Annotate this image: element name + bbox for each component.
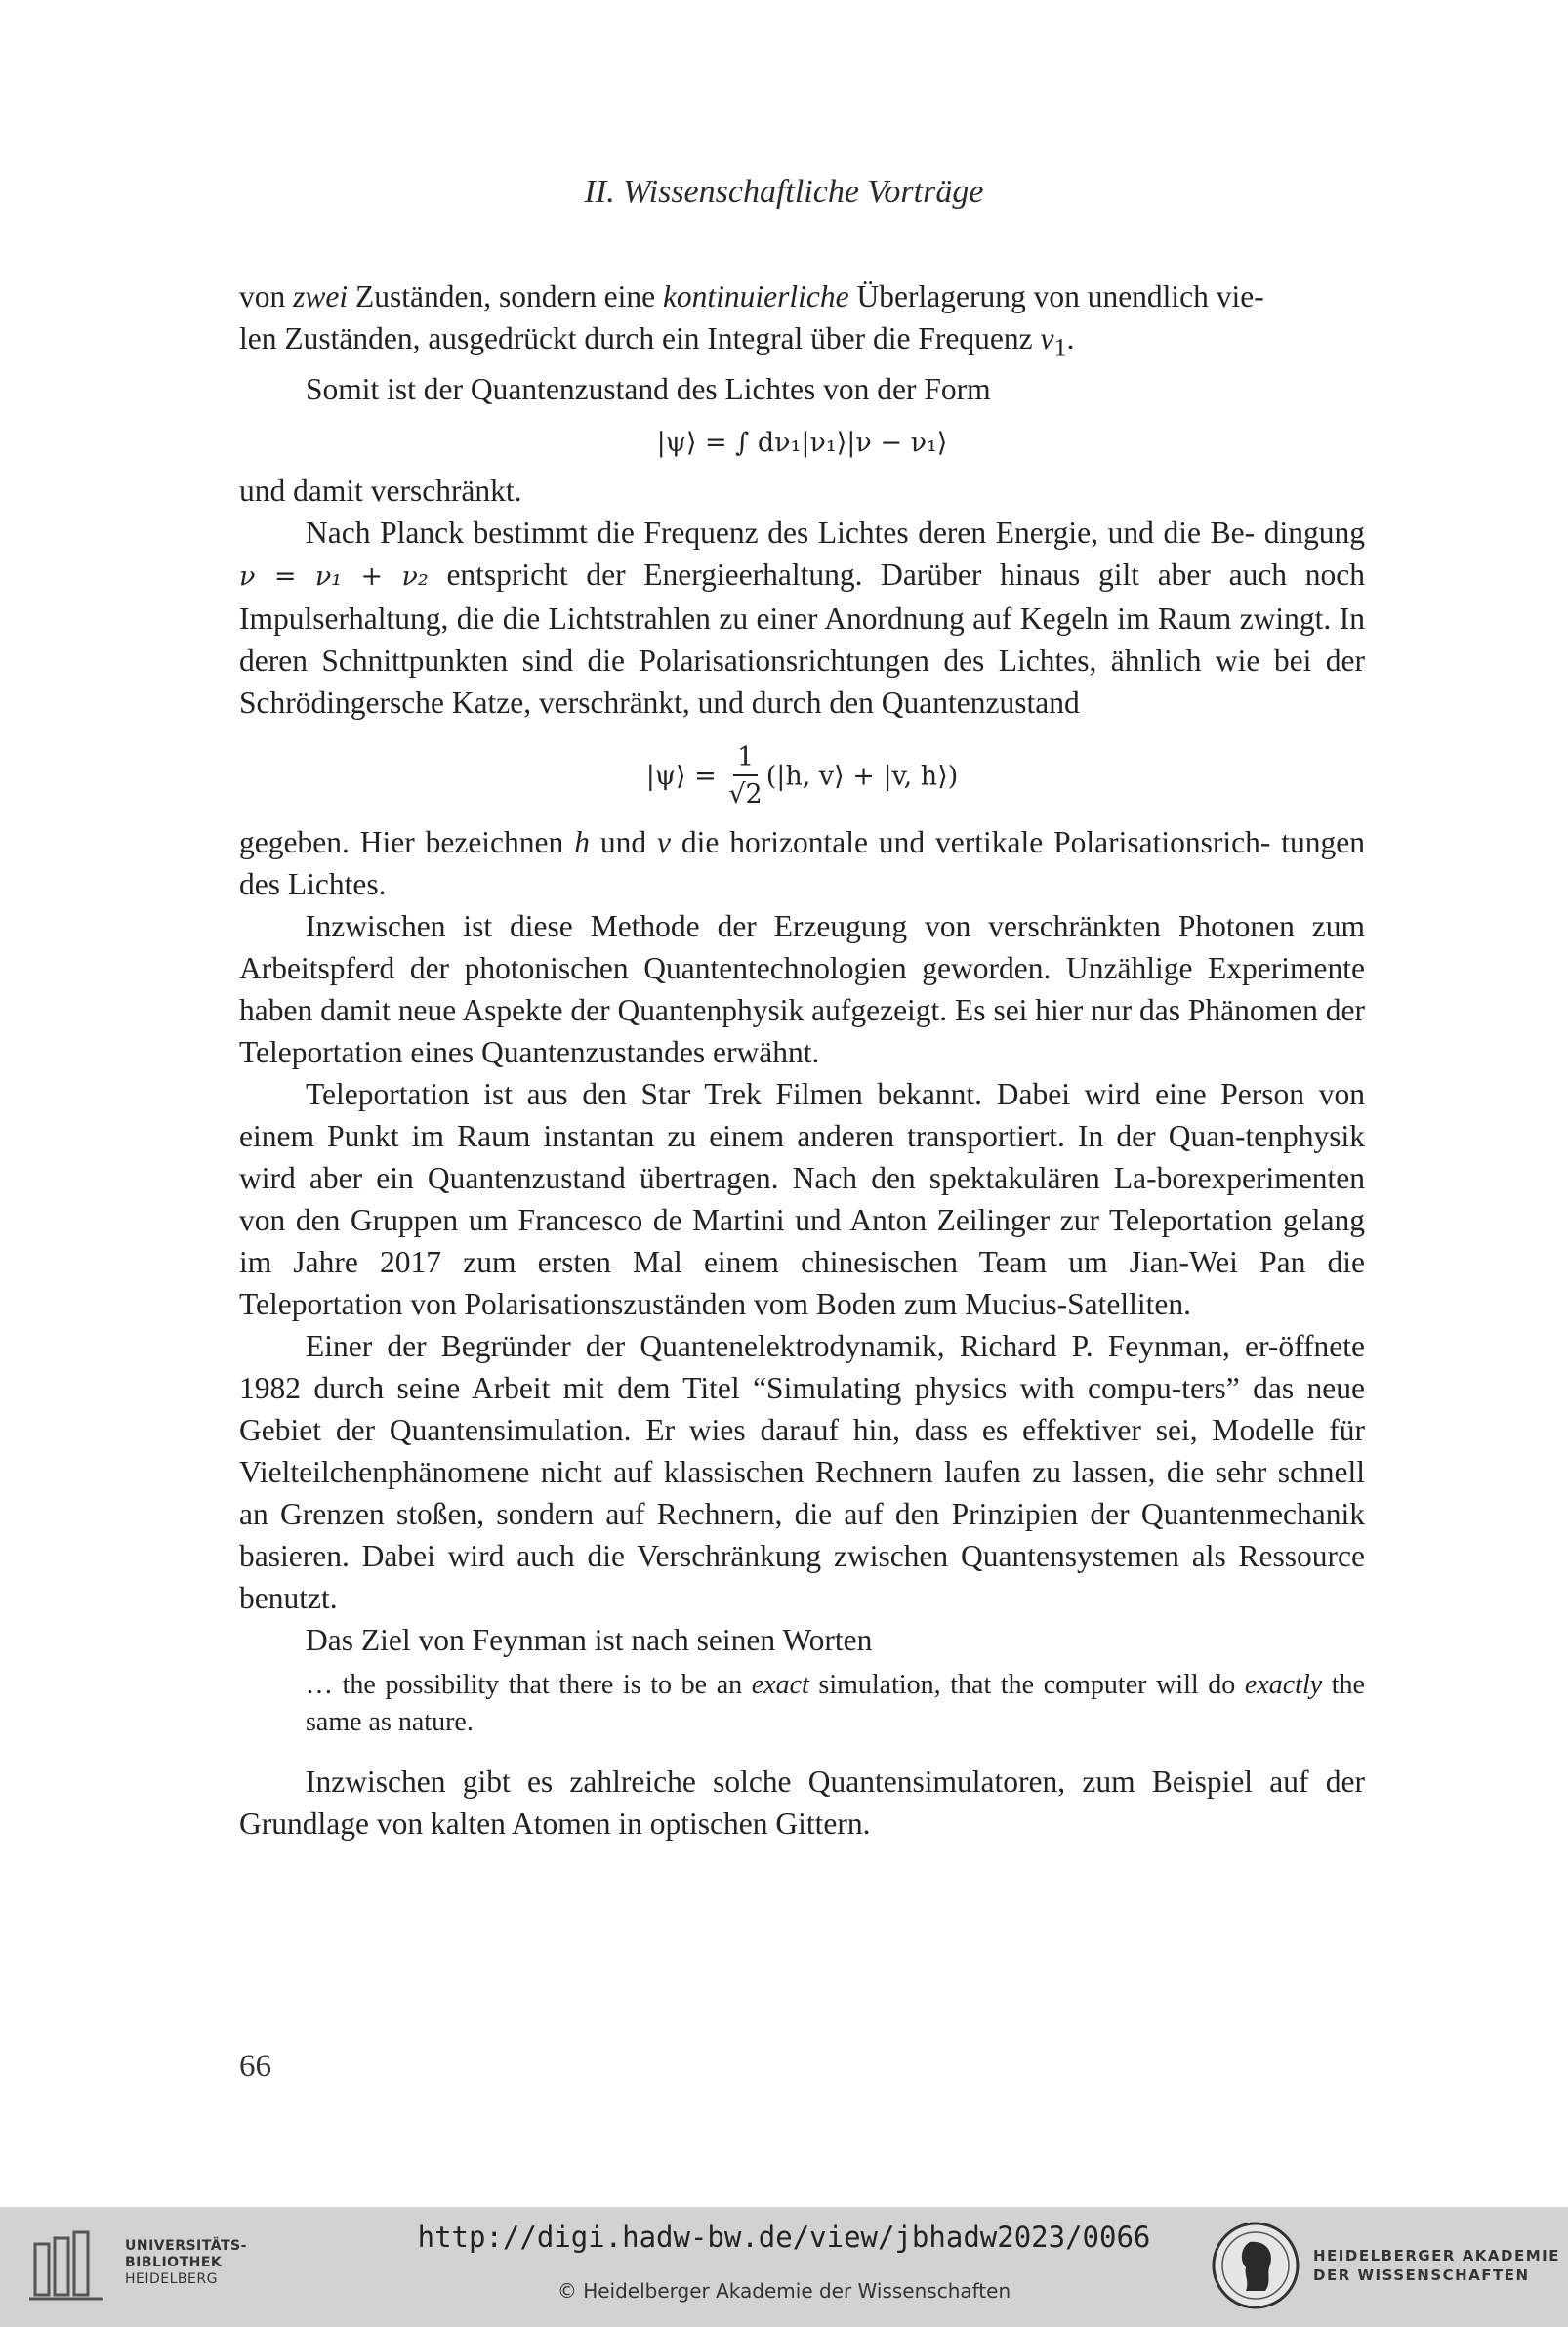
text-span: gegeben. Hier bezeichnen xyxy=(239,825,575,860)
copyright-notice: © Heidelberger Akademie der Wissenschaften xyxy=(557,2279,1011,2303)
emphasis: exact xyxy=(751,1670,809,1701)
block-quote xyxy=(239,1667,1365,1741)
text-span: . xyxy=(1066,321,1075,355)
text-span: Überlagerung von unendlich vie- xyxy=(848,279,1264,313)
text-span: len Zuständen, ausgedrückt durch ein Integral über die Frequenz xyxy=(239,321,1041,355)
paragraph-10: Inzwischen gibt es zahlreiche solche Quantensimulatoren, zum Beispiel auf der Grundlage von kalten Atomen in optischen Gittern. xyxy=(239,1765,1365,1842)
running-header: II. Wissenschaftliche Vorträge xyxy=(584,174,984,210)
text-span: und xyxy=(589,825,658,860)
text-span: entspricht der Energieerhaltung. Darüber hinaus gilt aber auch noch Impulserhaltung, die die Lichtstrahlen zu einer Anordnung auf Kegeln im Raum zwingt. In deren Schnittpunkten sind die Polarisationsrichtungen des Lichtes, ähnlich wie bei der Schrödingersche Katze, verschränkt, und durch den Quantenzustand xyxy=(239,558,1365,721)
body-text xyxy=(239,275,1365,1845)
math-symbol: v xyxy=(657,825,671,860)
emphasis: zwei xyxy=(293,279,349,313)
paragraph-8: Einer der Begründer der Quantenelektrodynamik, Richard P. Feynman, er-öffnete 1982 durch seine Arbeit mit dem Titel “Simulating physics with compu-ters” das neue Gebiet der Quantensimulation. Er wies darauf hin, dass es effektiver sei, Modelle für Vielteilchenphänomene nicht auf klassischen Rechnern laufen zu lassen, die sehr schnell an Grenzen stoßen, sondern auf Rechnern, die auf den Prinzipien der Quantenmechanik basieren. Dabei wird auch die Verschränkung zwischen Quantensystemen als Ressource benutzt. xyxy=(239,1329,1365,1616)
text-span: simulation, that the computer will do xyxy=(808,1670,1245,1701)
text-span: Zuständen, sondern eine xyxy=(348,279,663,313)
text-span: tungen des Lichtes. xyxy=(239,825,1366,902)
ub-line-3: HEIDELBERG xyxy=(125,2271,218,2287)
inline-math: ν = ν₁ + ν₂ xyxy=(239,561,429,593)
footer-bar xyxy=(0,2207,1568,2327)
paragraph-2: Somit ist der Quantenzustand des Lichtes von der Form xyxy=(306,372,991,407)
ub-line-1: UNIVERSITÄTS- xyxy=(125,2238,247,2254)
fraction xyxy=(728,741,762,813)
hadw-line-1: HEIDELBERGER AKADEMIE xyxy=(1313,2247,1560,2265)
fraction-denominator: √2 xyxy=(728,779,763,810)
equation-2 xyxy=(239,741,1365,813)
paragraph-7: Teleportation ist aus den Star Trek Filmen bekannt. Dabei wird eine Person von einem Punkt im Raum instantan zu einem anderen transportiert. In der Quan-tenphysik wird aber ein Quantenzustand übertragen. Nach den spektakulären La-borexperimenten von den Gruppen um Francesco de Martini und Anton Zeilinger zur Teleportation gelang im Jahre 2017 zum ersten Mal einem chinesischen Team um Jian-Wei Pan die Teleportation von Polarisationszuständen vom Boden zum Mucius-Satelliten. xyxy=(239,1077,1365,1322)
emphasis: kontinuierliche xyxy=(662,279,849,313)
source-url-link[interactable]: http://digi.hadw-bw.de/view/jbhadw2023/0066 xyxy=(417,2221,1151,2254)
text-span: Nach Planck bestimmt die Frequenz des Lichtes deren Energie, und die Be- xyxy=(306,516,1256,551)
hadw-line-2: DER WISSENSCHAFTEN xyxy=(1313,2266,1530,2284)
paragraph-1 xyxy=(239,275,1365,368)
paragraph-9: Das Ziel von Feynman ist nach seinen Worten xyxy=(306,1623,873,1658)
math-subscript: 1 xyxy=(1053,333,1067,362)
paragraph-5 xyxy=(239,821,1365,905)
paragraph-6: Inzwischen ist diese Methode der Erzeugung von verschränkten Photonen zum Arbeitspferd der photonischen Quantentechnologien geworden. Unzählige Experimente haben damit neue Aspekte der Quantenphysik aufgezeigt. Es sei hier nur das Phänomen der Teleportation eines Quantenzustandes erwähnt. xyxy=(239,909,1365,1070)
equation-1: |ψ⟩ = ∫ dν₁|ν₁⟩|ν − ν₁⟩ xyxy=(656,428,948,459)
paragraph-4 xyxy=(239,512,1365,724)
fraction-numerator: 1 xyxy=(733,741,758,776)
math-symbol: ν xyxy=(1040,321,1054,355)
text-span: die horizontale und vertikale Polarisationsrich- xyxy=(671,825,1271,860)
text-span: von xyxy=(239,279,294,313)
academy-seal-icon xyxy=(1211,2221,1300,2310)
academy-name xyxy=(1313,2246,1560,2285)
math-symbol: h xyxy=(574,825,590,860)
emphasis: exactly xyxy=(1244,1670,1323,1701)
paragraph-3: und damit verschränkt. xyxy=(239,474,522,509)
ub-line-2: BIBLIOTHEK xyxy=(125,2255,223,2270)
equation-lhs: |ψ⟩ = xyxy=(645,761,717,792)
page-number: 66 xyxy=(239,2049,271,2084)
text-span: dingung xyxy=(1263,516,1366,551)
equation-rhs: (|h, v⟩ + |v, h⟩) xyxy=(765,761,959,792)
text-span: the same as nature. xyxy=(306,1670,1365,1738)
text-span: … the possibility that there is to be an xyxy=(306,1670,752,1701)
